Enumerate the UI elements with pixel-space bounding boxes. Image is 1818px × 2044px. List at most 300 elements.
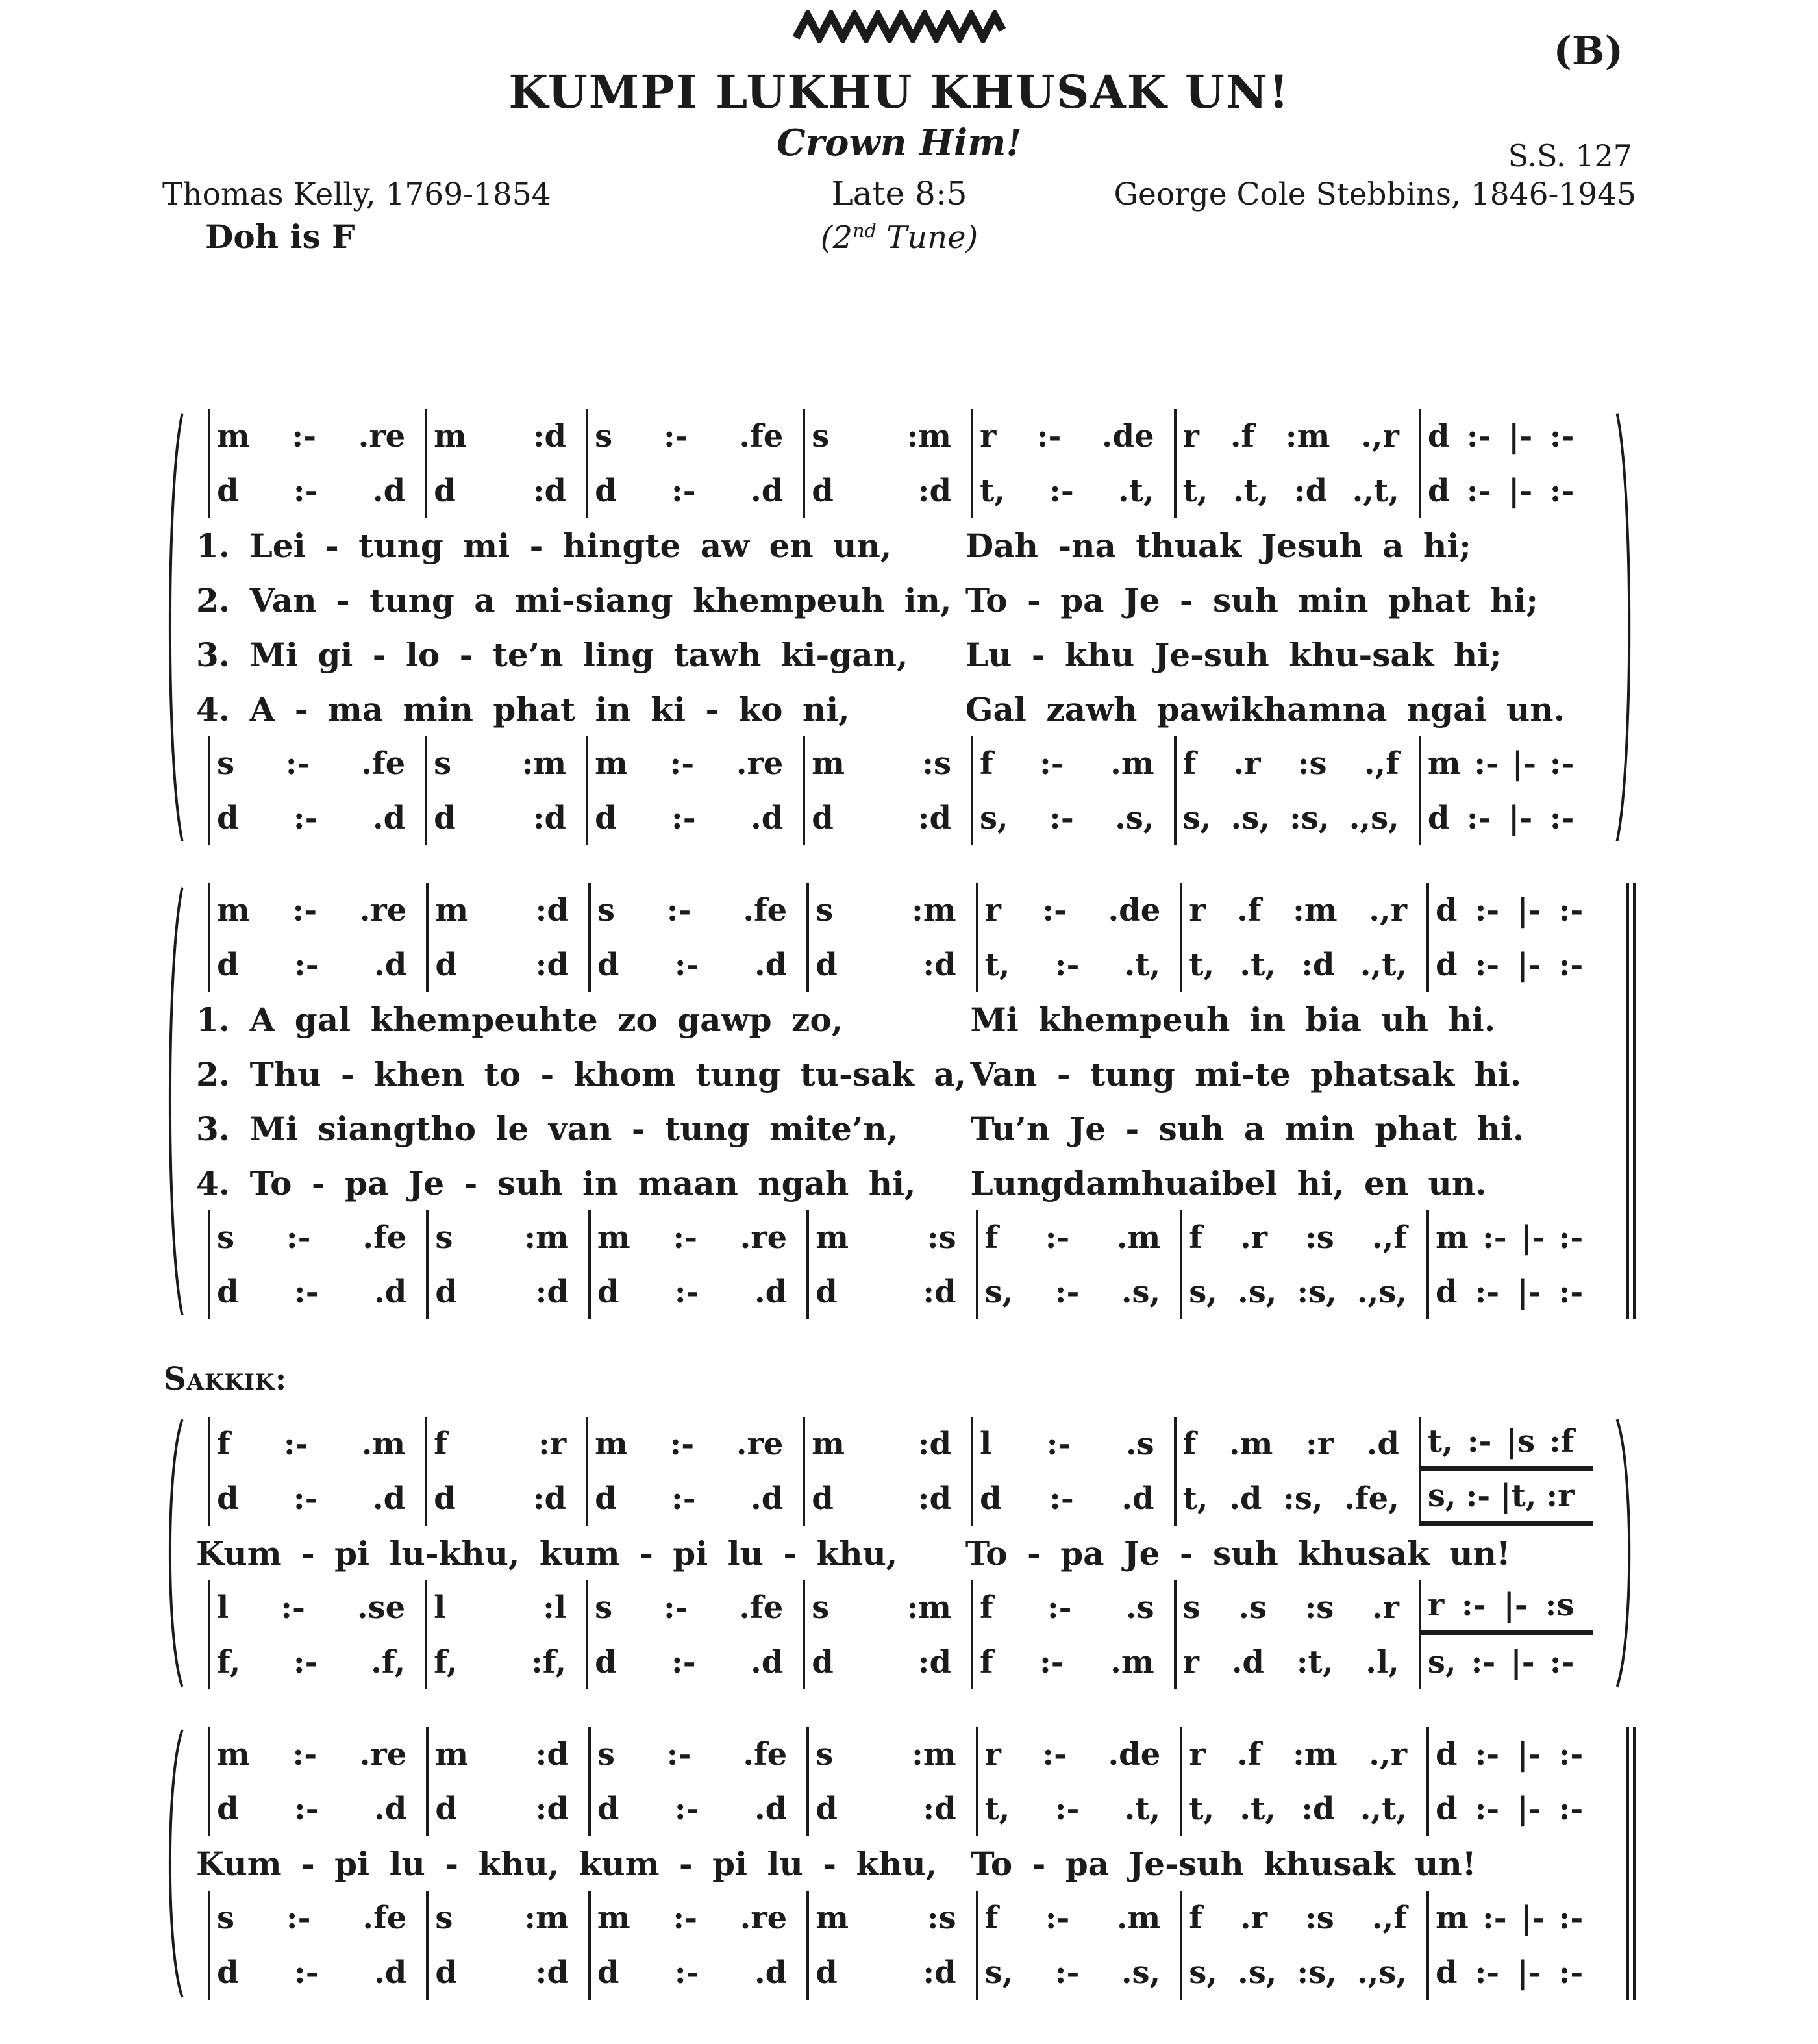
note-token: d (435, 1954, 457, 1991)
note-token: .fe (739, 418, 784, 455)
note-token: .re (359, 1736, 407, 1773)
note-token: m (816, 1219, 849, 1256)
note-token: :- (1467, 1423, 1492, 1460)
note-token: d (1436, 1736, 1458, 1773)
lyric-row (196, 627, 1608, 682)
note-token: m (595, 1426, 628, 1462)
note-token: f (1189, 1219, 1202, 1256)
note-token: d (217, 1954, 239, 1991)
measure (806, 1891, 975, 1945)
author-credit: Thomas Kelly, 1769-1854 (162, 177, 551, 212)
note-token: :- (666, 892, 691, 929)
note-token: :- (669, 745, 695, 782)
notation-row-soprano (196, 409, 1608, 464)
note-token: :- (1549, 745, 1575, 782)
lyric-row (196, 1047, 1617, 1101)
system-brace-left (162, 409, 184, 845)
note-token: :- (1475, 1791, 1500, 1827)
note-token: |- (1508, 418, 1533, 455)
measure (806, 938, 975, 992)
lyric-row (196, 518, 1608, 573)
system-content (196, 1727, 1617, 2000)
measure (588, 1727, 806, 1782)
lyric-row (196, 1101, 1617, 1156)
measure (208, 1417, 425, 1471)
measure (208, 883, 426, 938)
note-token: :d (1301, 947, 1335, 983)
note-token: :d (532, 473, 567, 509)
lyric-left: 1. A gal khempeuhte zo gawp zo, (196, 1000, 843, 1039)
note-token: m (595, 745, 628, 782)
measure (803, 791, 971, 845)
note-token: r (984, 1736, 1001, 1773)
note-token: m (217, 892, 250, 929)
note-token: :- (674, 1274, 699, 1310)
lyric-left: 2. Van - tung a mi-siang khempeuh in, (196, 580, 952, 619)
notation-row-bass (196, 1265, 1617, 1319)
note-token: f, (217, 1644, 241, 1680)
note-token: m (435, 892, 469, 929)
lyric-row (196, 1526, 1608, 1580)
note-token: d (434, 800, 456, 836)
lyric-left: 3. Mi gi - lo - te’n ling tawh ki-gan, (196, 635, 908, 674)
measure (1419, 736, 1594, 791)
note-token: :- (1558, 1274, 1584, 1310)
note-token: :s, (1289, 800, 1330, 836)
measure (425, 791, 586, 845)
measure (1426, 1891, 1602, 1945)
note-token: d (217, 947, 239, 983)
note-token: m (1436, 1219, 1469, 1256)
note-token: :- (1040, 1644, 1064, 1680)
note-token: d (217, 1791, 239, 1827)
note-token: .f, (371, 1644, 406, 1680)
note-token: .,r (1369, 1736, 1407, 1773)
note-token: :- (673, 1900, 697, 1936)
note-token: t, (1182, 473, 1208, 509)
note-token: :- (673, 1219, 697, 1256)
note-token: .f (1230, 418, 1255, 455)
note-token: d (816, 1954, 838, 1991)
measure (208, 1782, 426, 1836)
note-token: m (816, 1900, 849, 1936)
note-token: d (217, 1480, 239, 1517)
note-token: d (816, 947, 838, 983)
note-token: .de (1108, 892, 1161, 929)
note-token: :s (1305, 1900, 1334, 1936)
note-token: f, (434, 1644, 458, 1680)
note-token: .se (356, 1589, 406, 1626)
note-token: s (812, 418, 830, 455)
lyric-row (196, 682, 1608, 736)
measure (1419, 1635, 1594, 1689)
note-token: :- (1558, 1900, 1584, 1936)
measure (1180, 1210, 1426, 1265)
note-token: .l, (1365, 1644, 1399, 1680)
note-token: t, (980, 473, 1005, 509)
system-brace-left (162, 1727, 184, 2000)
note-token: m (217, 418, 250, 455)
note-token: m (812, 1426, 845, 1462)
note-token: |- (1517, 1274, 1541, 1310)
notation-row-tenor (196, 1210, 1617, 1265)
measure (586, 736, 803, 791)
note-token: :- (674, 1954, 699, 1991)
measure (208, 938, 426, 992)
note-token: |- (1517, 1791, 1541, 1827)
note-token: r (1427, 1587, 1445, 1623)
note-token: :- (286, 1219, 311, 1256)
note-token: :- (1475, 1274, 1500, 1310)
note-token: :- (1558, 1736, 1584, 1773)
system-content (196, 1417, 1608, 1689)
system-content (196, 409, 1608, 845)
note-token: .d (754, 947, 788, 983)
lyric-row (196, 1836, 1617, 1891)
meter-label: Late 8:5 (831, 175, 967, 212)
measure (426, 1782, 588, 1836)
lyric-left: Kum - pi lu-khu, kum - pi lu - khu, (196, 1534, 898, 1573)
measure (1180, 1891, 1426, 1945)
note-token: :- (1475, 1736, 1500, 1773)
note-token: .fe, (1344, 1480, 1399, 1517)
measure (1174, 464, 1419, 518)
note-token: .d (751, 1644, 784, 1680)
measure (1426, 938, 1602, 992)
note-token: |- (1512, 745, 1537, 782)
measure (976, 1210, 1180, 1265)
note-token: :- (1054, 1954, 1080, 1991)
measure (976, 1891, 1180, 1945)
note-token: f (980, 1589, 993, 1626)
note-token: :s, (1297, 1954, 1337, 1991)
note-token: .,r (1361, 418, 1399, 455)
note-token: s (812, 1589, 830, 1626)
note-token: s (595, 1589, 613, 1626)
measure (586, 1417, 803, 1471)
note-token: f (984, 1900, 999, 1936)
note-token: :- (1045, 1219, 1070, 1256)
note-token: d (597, 947, 619, 983)
note-token: .re (358, 418, 406, 455)
measure (425, 1635, 586, 1689)
page-title: KUMPI LUKHU KHUSAK UN! (508, 65, 1290, 119)
note-token: :d (917, 1426, 951, 1462)
note-token: |- (1520, 1900, 1545, 1936)
lyric-left: 3. Mi siangtho le van - tung mite’n, (196, 1109, 899, 1148)
note-token: :- (293, 1274, 319, 1310)
note-token: s (217, 1219, 235, 1256)
note-token: .,s, (1356, 1274, 1408, 1310)
note-token: :- (293, 800, 318, 836)
note-token: :- (669, 1426, 695, 1462)
lyric-right: To - pa Je - suh khusak un! (965, 1534, 1511, 1573)
measure (425, 1471, 586, 1526)
note-token: .,f (1371, 1219, 1407, 1256)
measure (208, 409, 425, 464)
note-token: :d (532, 1480, 567, 1517)
system-verse-part-1 (162, 409, 1636, 845)
key-row (162, 218, 1636, 256)
note-token: d (597, 1274, 619, 1310)
note-token: :d (917, 800, 951, 836)
measure (1426, 1782, 1602, 1836)
tune-note-pre: (2 (820, 219, 853, 256)
note-token: .d (372, 473, 406, 509)
measure (1180, 1782, 1426, 1836)
measure (208, 1635, 425, 1689)
system-brace-right (1614, 1417, 1636, 1689)
note-token: :- (1040, 745, 1064, 782)
note-token: d (217, 800, 239, 836)
note-token: r (1182, 1644, 1199, 1680)
note-token: .t, (1239, 1791, 1276, 1827)
note-token: :d (923, 1274, 956, 1310)
note-token: :- (1046, 1426, 1071, 1462)
note-token: :r (538, 1426, 567, 1462)
note-token: |- (1520, 1219, 1545, 1256)
note-token: .re (736, 1426, 784, 1462)
note-token: :d (923, 1791, 956, 1827)
note-token: |- (1503, 1587, 1528, 1623)
note-token: :s (1545, 1587, 1575, 1623)
zigzag-ornament-top-icon (792, 10, 1006, 43)
measure (208, 464, 425, 518)
note-token: :- (1047, 1589, 1072, 1626)
note-token: .s (1125, 1589, 1154, 1626)
note-token: :m (912, 892, 956, 929)
notation-row-bass (196, 1945, 1617, 2000)
note-token: .d (372, 1480, 406, 1517)
note-token: s, (984, 1954, 1014, 1991)
note-token: :- (1549, 418, 1575, 455)
notation-row-alto (196, 1471, 1608, 1526)
measure (806, 1265, 975, 1319)
note-token: :- (292, 892, 318, 929)
note-token: :d (1301, 1791, 1335, 1827)
measure (588, 1945, 806, 2000)
note-token: f (217, 1426, 230, 1462)
note-token: .t, (1232, 473, 1269, 509)
note-token: d (1436, 947, 1458, 983)
measure (588, 1891, 806, 1945)
notation-row-tenor (196, 736, 1608, 791)
note-token: :- (1466, 800, 1491, 836)
note-token: m (597, 1900, 630, 1936)
note-token: s, (1182, 800, 1212, 836)
note-token: :- (1482, 1900, 1507, 1936)
measure (1180, 883, 1426, 938)
note-token: .,t, (1360, 947, 1407, 983)
note-token: :- (293, 1791, 319, 1827)
measure (803, 464, 971, 518)
note-token: t, (1189, 1791, 1215, 1827)
measure (425, 1417, 586, 1471)
note-token: |- (1510, 1644, 1535, 1680)
lyric-right: Mi khempeuh in bia uh hi. (970, 1000, 1496, 1039)
note-token: t, (984, 947, 1010, 983)
note-token: .re (740, 1900, 788, 1936)
notation-row-bass (196, 1635, 1608, 1689)
note-token: :- (1049, 1480, 1074, 1517)
note-token: :m (524, 1900, 569, 1936)
measure (1180, 1727, 1426, 1782)
note-token: :d (535, 1274, 569, 1310)
note-token: :- (280, 1589, 305, 1626)
measure (806, 1945, 975, 2000)
system-content (196, 883, 1617, 1319)
note-token: .d (1366, 1426, 1399, 1462)
lyric-left: 2. Thu - khen to - khom tung tu-sak a, (196, 1054, 967, 1093)
note-token: :- (671, 473, 696, 509)
note-token: .d (751, 473, 784, 509)
subtitle: Crown Him! (777, 121, 1022, 164)
measure (586, 1580, 803, 1635)
note-token: :d (917, 473, 951, 509)
note-token: :m (906, 1589, 951, 1626)
note-token: :s (1305, 1219, 1334, 1256)
system-chorus-part-1 (162, 1417, 1636, 1689)
note-token: .s, (1115, 800, 1154, 836)
note-token: :- (285, 745, 310, 782)
note-token: |- (1508, 473, 1533, 509)
note-token: :- (1466, 473, 1491, 509)
note-token: s, (980, 800, 1008, 836)
note-token: d (435, 1274, 457, 1310)
measure (426, 938, 588, 992)
measure (588, 883, 806, 938)
note-token: r (1182, 418, 1199, 455)
note-token: s (595, 418, 613, 455)
measure (803, 1471, 971, 1526)
note-token: .d (754, 1954, 788, 1991)
system-brace-left (162, 1417, 184, 1689)
note-token: :d (535, 1791, 569, 1827)
note-token: .,r (1369, 892, 1407, 929)
note-token: :- (286, 1900, 311, 1936)
measure (426, 1727, 588, 1782)
note-token: f (1182, 1426, 1197, 1462)
chorus-label: Sakkik: (164, 1361, 288, 1397)
measure (971, 1471, 1174, 1526)
note-token: :r (1546, 1478, 1575, 1514)
tune-note-ordinal: nd (853, 219, 877, 242)
note-token: .d (1121, 1480, 1154, 1517)
measure (1180, 938, 1426, 992)
note-token: f (434, 1426, 447, 1462)
measure (425, 736, 586, 791)
note-token: :d (535, 1954, 569, 1991)
hymn-reference: S.S. 127 (1508, 138, 1632, 173)
measure (976, 883, 1180, 938)
note-token: :- (663, 418, 688, 455)
lyric-left: 1. Lei - tung mi - hingte aw en un, (196, 526, 892, 565)
corner-mark: (B) (1553, 29, 1623, 74)
measure (208, 1891, 426, 1945)
note-token: :m (906, 418, 951, 455)
lyric-right: Lungdamhuaibel hi, en un. (970, 1164, 1487, 1203)
note-token: d (217, 1274, 239, 1310)
note-token: l (217, 1589, 229, 1626)
lyric-left: 4. A - ma min phat in ki - ko ni, (196, 690, 850, 729)
measure (586, 1635, 803, 1689)
note-token: .d (1229, 1480, 1262, 1517)
tune-note-post: Tune) (877, 219, 978, 256)
measure (803, 1635, 971, 1689)
note-token: :l (543, 1589, 567, 1626)
lyric-right: Dah -na thuak Jesuh a hi; (965, 526, 1471, 565)
note-token: f (980, 1644, 993, 1680)
note-token: :- (1558, 947, 1584, 983)
note-token: f (980, 745, 993, 782)
note-token: :s (927, 1219, 956, 1256)
note-token: :- (1049, 473, 1074, 509)
note-token: .fe (361, 745, 406, 782)
measure (1180, 1945, 1426, 2000)
note-token: m (597, 1219, 630, 1256)
note-token: :m (521, 745, 567, 782)
note-token: .t, (1124, 947, 1161, 983)
lyric-right: Lu - khu Je-suh khu-sak hi; (965, 635, 1502, 674)
system-chorus-part-2 (162, 1727, 1636, 2000)
note-token: .re (359, 892, 407, 929)
note-token: f (1189, 1900, 1202, 1936)
measure (426, 1891, 588, 1945)
note-token: :- (293, 473, 318, 509)
note-token: :s (1304, 1589, 1334, 1626)
note-token: :- (293, 1480, 318, 1517)
measure (1419, 464, 1594, 518)
measure (806, 883, 975, 938)
subtitle-row (162, 121, 1636, 173)
note-token: m (434, 418, 467, 455)
lyric-left: 4. To - pa Je - suh in maan ngah hi, (196, 1164, 916, 1203)
note-token: s (217, 745, 235, 782)
note-token: l (980, 1426, 992, 1462)
measure (586, 464, 803, 518)
note-token: .,f (1364, 745, 1399, 782)
measure (1174, 409, 1419, 464)
notation-row-alto (196, 464, 1608, 518)
note-token: :d (532, 418, 567, 455)
note-token: :- (1045, 1900, 1070, 1936)
notation-row-soprano (196, 883, 1617, 938)
note-token: s, (1189, 1274, 1217, 1310)
lyric-right: Tu’n Je - suh a min phat hi. (970, 1109, 1525, 1148)
note-token: :t, (1296, 1644, 1334, 1680)
note-token: :- (1549, 800, 1575, 836)
measure (806, 1727, 975, 1782)
note-token: .f (1237, 1736, 1262, 1773)
note-token: d (812, 1480, 834, 1517)
note-token: .f (1237, 892, 1262, 929)
measure (1426, 883, 1602, 938)
notation-row-tenor (196, 1580, 1608, 1635)
note-token: |t, (1500, 1478, 1537, 1514)
note-token: :d (535, 1736, 569, 1773)
measure (1426, 1727, 1602, 1782)
note-token: .d (751, 800, 784, 836)
note-token: l (434, 1589, 446, 1626)
system-brace-right (1614, 409, 1636, 845)
note-token: :f, (531, 1644, 567, 1680)
systems-host (162, 409, 1636, 2038)
measure (426, 1210, 588, 1265)
measure (208, 736, 425, 791)
note-token: .,s, (1356, 1954, 1408, 1991)
lyric-right: To - pa Je-suh khusak un! (970, 1844, 1476, 1883)
lyric-right: To - pa Je - suh min phat hi; (965, 580, 1538, 619)
